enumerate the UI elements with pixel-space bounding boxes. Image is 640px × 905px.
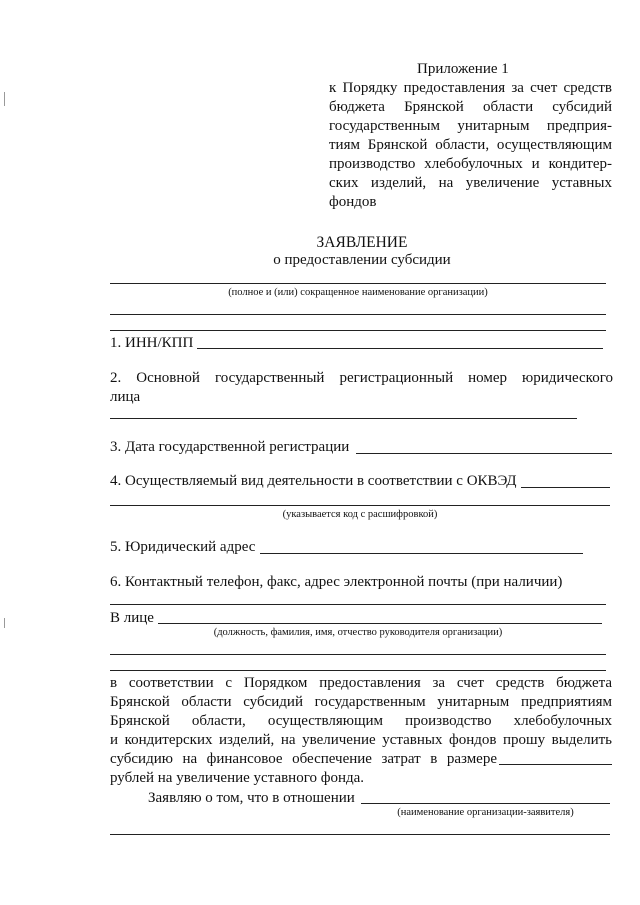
- appendix-line: ских изделий, на увеличение уставных: [329, 175, 612, 191]
- amount-line: субсидию на финансовое обеспечение затрат в размере: [110, 751, 497, 767]
- declare-caption: (наименование организации-заявителя): [397, 807, 574, 818]
- represented-field[interactable]: [110, 670, 606, 671]
- okved-field[interactable]: [521, 487, 610, 488]
- amount-field[interactable]: [499, 764, 612, 765]
- appendix-text: [329, 79, 612, 212]
- legal-address-label: 5. Юридический адрес: [110, 539, 256, 555]
- org-name-caption: (полное и (или) сокращенное наименование организации): [228, 287, 488, 298]
- declare-label: Заявляю о том, что в отношении: [148, 790, 355, 806]
- represented-caption: (должность, фамилия, имя, отчество руководителя организации): [213, 627, 503, 638]
- okved-field[interactable]: [110, 505, 610, 506]
- ogrn-line: 2. Основной государственный регистрационный номер юридического: [110, 370, 613, 386]
- scan-mark: [4, 618, 5, 628]
- body-line: Брянской области субсидий государственным унитарным предприятиям: [110, 694, 612, 710]
- represented-field[interactable]: [110, 654, 606, 655]
- document-title: ЗАЯВЛЕНИЕ: [316, 234, 408, 251]
- rubles-line: рублей на увеличение уставного фонда.: [110, 770, 365, 786]
- body-line: Брянской области, осуществляющим производство хлебобулочных: [110, 713, 612, 729]
- appendix-line: фондов: [329, 194, 377, 210]
- ogrn-label: [110, 369, 613, 388]
- declare-field[interactable]: [361, 803, 610, 804]
- org-name-line[interactable]: [110, 283, 606, 284]
- represented-label: В лице: [110, 610, 154, 626]
- appendix-line: тиям Брянской области, осуществляющим: [329, 137, 612, 153]
- body-paragraph: [110, 674, 612, 750]
- appendix-line: к Порядку предоставления за счет средств: [329, 80, 612, 96]
- body-line: и кондитерских изделий, на увеличение уставных фондов прошу выделить: [110, 732, 612, 748]
- inn-kpp-field[interactable]: [197, 348, 603, 349]
- appendix-line: бюджета Брянской области субсидий: [329, 99, 612, 115]
- ogrn-field[interactable]: [110, 418, 577, 419]
- okved-label: 4. Осуществляемый вид деятельности в соответствии с ОКВЭД: [110, 473, 517, 489]
- represented-field[interactable]: [158, 623, 602, 624]
- org-name-line[interactable]: [110, 314, 606, 315]
- contacts-label: 6. Контактный телефон, факс, адрес электронной почты (при наличии): [110, 574, 563, 590]
- document-subtitle: о предоставлении субсидии: [273, 252, 451, 268]
- body-line: в соответствии с Порядком предоставления за счет средств бюджета: [110, 675, 612, 691]
- appendix-line: государственным унитарным предприя-: [329, 118, 612, 134]
- appendix-line: производство хлебобулочных и кондитер-: [329, 156, 612, 172]
- reg-date-label: 3. Дата государственной регистрации: [110, 439, 350, 455]
- okved-caption: (указывается код с расшифровкой): [282, 509, 438, 520]
- org-name-line[interactable]: [110, 330, 606, 331]
- contacts-field[interactable]: [110, 604, 606, 605]
- scan-mark: [4, 92, 5, 106]
- inn-kpp-label: 1. ИНН/КПП: [110, 335, 194, 351]
- ogrn-line: лица: [110, 389, 141, 405]
- amount-label: [110, 750, 497, 769]
- reg-date-field[interactable]: [356, 453, 612, 454]
- legal-address-field[interactable]: [260, 553, 583, 554]
- appendix-title: Приложение 1: [417, 61, 509, 77]
- declare-field[interactable]: [110, 834, 610, 835]
